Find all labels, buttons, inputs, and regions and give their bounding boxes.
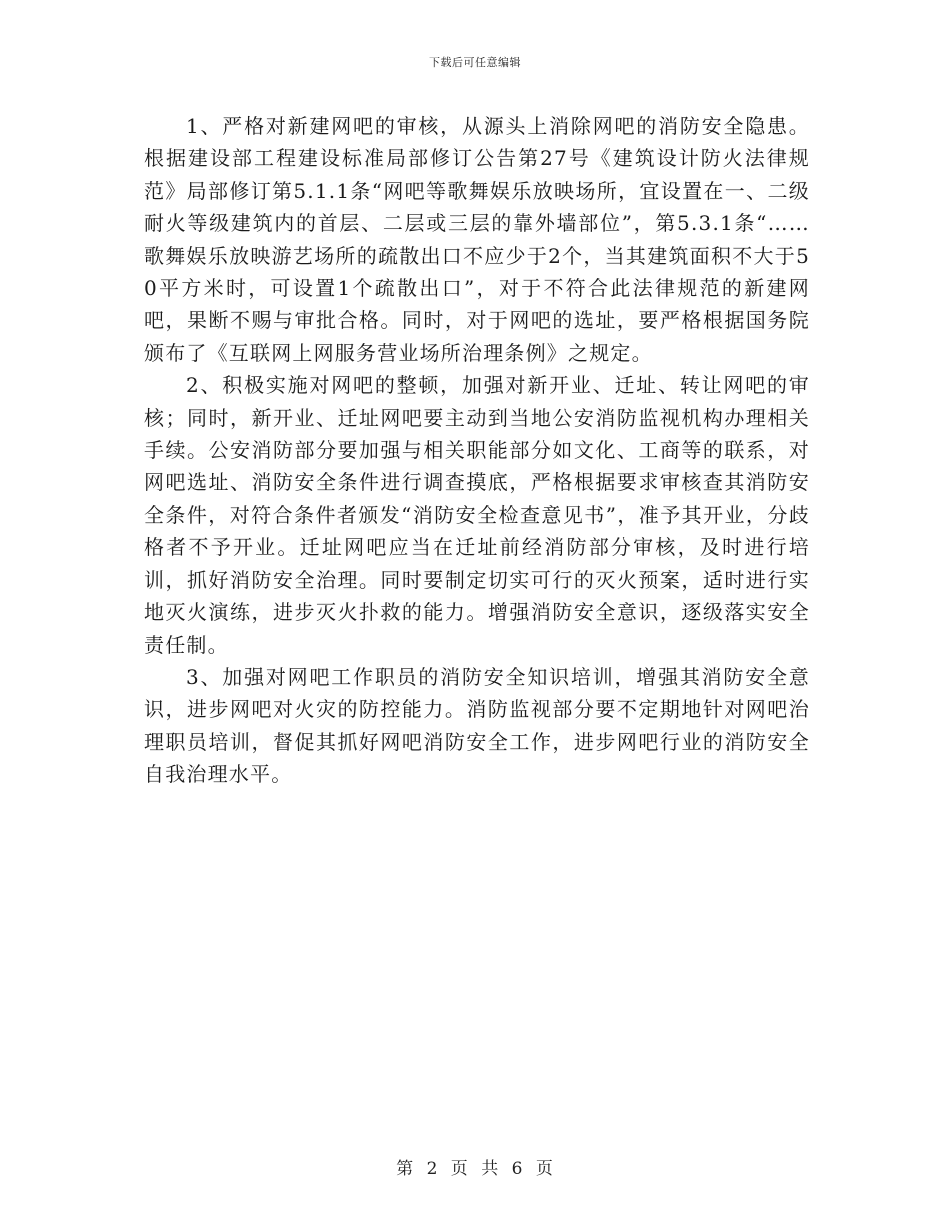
page-number: 第 2 页 共 6 页: [396, 1159, 554, 1179]
page-header: 下载后可任意编辑: [429, 56, 521, 69]
paragraph-1: 1、严格对新建网吧的审核，从源头上消除网吧的消防安全隐患。根据建设部工程建设标准局部修订公告第27号《建筑设计防火法律规范》局部修订第5.1.1条“网吧等歌舞娱乐放映场所，宜设置在一、二级耐火等级建筑内的首层、二层或三层的靠外墙部位”，第5.3.1条“……歌舞娱乐放映游艺场所的疏散出口不应少于2个，当其建筑面积不大于50平方米时，可设置1个疏散出口”，对于不符合此法律规范的新建网吧，果断不赐与审批合格。同时，对于网吧的选址，要严格根据国务院颁布了《互联网上网服务营业场所治理条例》之规定。: [144, 114, 810, 365]
paragraph-3: 3、加强对网吧工作职员的消防安全知识培训，增强其消防安全意识，进步网吧对火灾的防控能力。消防监视部分要不定期地针对网吧治理职员培训，督促其抓好网吧消防安全工作，进步网吧行业的消防安全自我治理水平。: [144, 664, 810, 787]
body-text: [144, 110, 810, 791]
paragraph-2: 2、积极实施对网吧的整顿，加强对新开业、迁址、转让网吧的审核；同时，新开业、迁址网吧要主动到当地公安消防监视机构办理相关手续。公安消防部分要加强与相关职能部分如文化、工商等的联系，对网吧选址、消防安全条件进行调查摸底，严格根据要求审核查其消防安全条件，对符合条件者颁发“消防安全检查意见书”，准予其开业，分歧格者不予开业。迁址网吧应当在迁址前经消防部分审核，及时进行培训，抓好消防安全治理。同时要制定切实可行的灭火预案，适时进行实地灭火演练，进步灭火扑救的能力。增强消防安全意识，逐级落实安全责任制。: [144, 373, 810, 657]
